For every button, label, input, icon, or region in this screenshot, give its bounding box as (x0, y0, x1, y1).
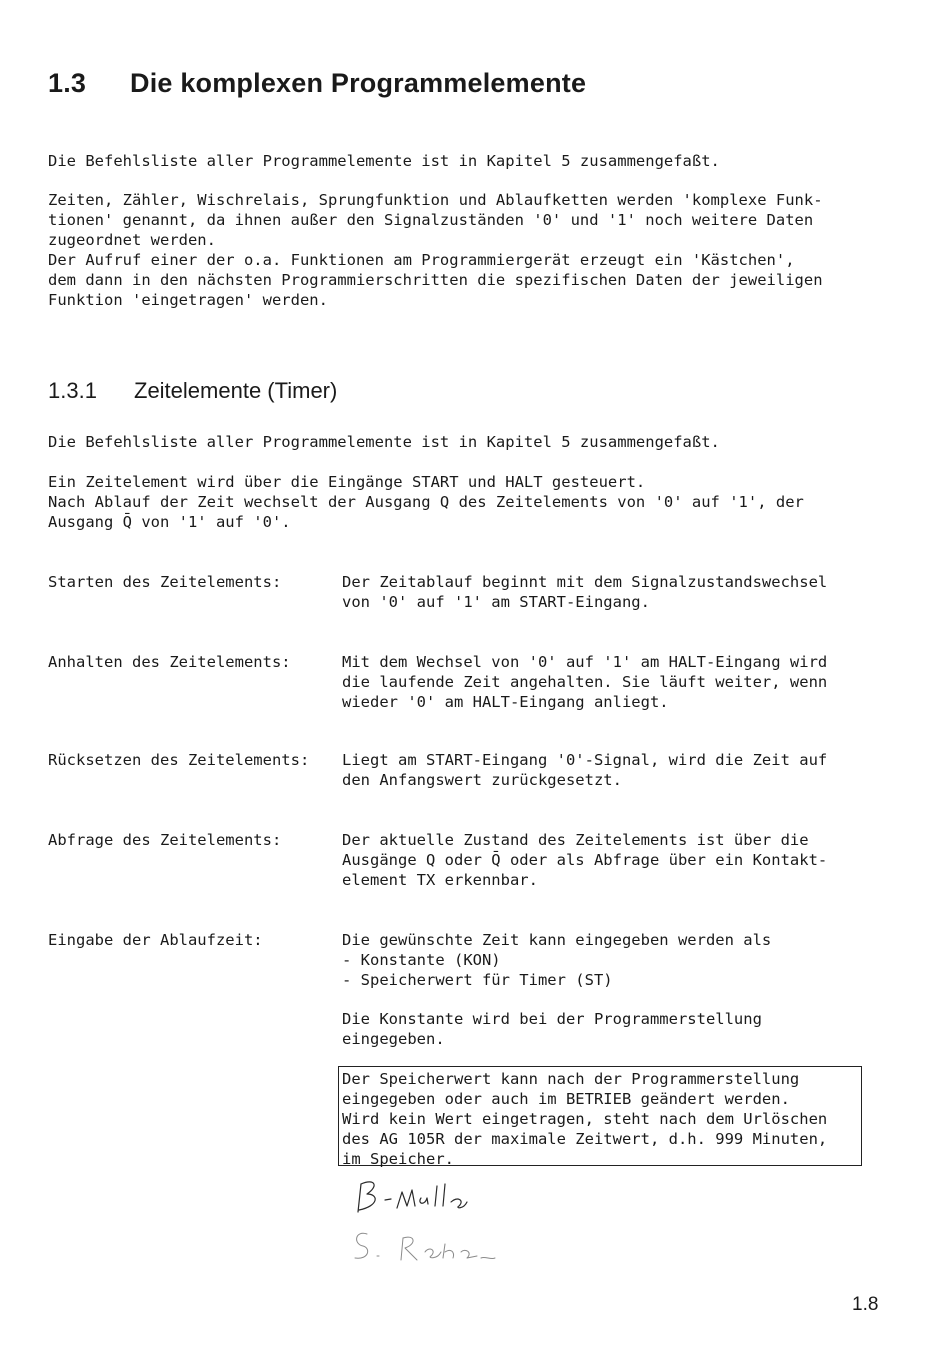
page-number: 1.8 (852, 1294, 879, 1315)
text-line: des AG 105R der maximale Zeitwert, d.h. 999 Minuten, (342, 1130, 828, 1148)
subsection-heading (48, 378, 337, 404)
definition-label-input: Eingabe der Ablaufzeit: (48, 931, 263, 949)
definition-label-start: Starten des Zeitelements: (48, 573, 282, 591)
definition-label-halt: Anhalten des Zeitelements: (48, 653, 291, 671)
text-line: Der Zeitablauf beginnt mit dem Signalzustandswechsel (342, 573, 828, 591)
text-line: Zeiten, Zähler, Wischrelais, Sprungfunktion und Ablaufketten werden 'komplexe Funk- (48, 191, 823, 209)
timer-paragraph-2 (48, 472, 804, 532)
text-line: Ausgang Q̄ von '1' auf '0'. (48, 513, 291, 531)
text-line: - Speicherwert für Timer (ST) (342, 971, 613, 989)
text-line: Funktion 'eingetragen' werden. (48, 291, 328, 309)
text-line: Die Konstante wird bei der Programmerstellung (342, 1010, 762, 1028)
text-line: element TX erkennbar. (342, 871, 538, 889)
definition-text-input (342, 930, 771, 990)
intro-paragraph-2 (48, 190, 823, 310)
boxed-note (338, 1066, 862, 1166)
text-line: Ausgänge Q oder Q̄ oder als Abfrage über ein Kontakt- (342, 851, 828, 869)
text-line: die laufende Zeit angehalten. Sie läuft weiter, wenn (342, 673, 828, 691)
section-number: 1.3 (48, 68, 87, 98)
text-line: wieder '0' am HALT-Eingang anliegt. (342, 693, 669, 711)
text-line: den Anfangswert zurückgesetzt. (342, 771, 622, 789)
definition-text-halt (342, 652, 827, 712)
definition-text-reset (342, 750, 827, 790)
definition-label-reset: Rücksetzen des Zeitelements: (48, 751, 310, 769)
text-line: Mit dem Wechsel von '0' auf '1' am HALT-Eingang wird (342, 653, 828, 671)
text-line: Die gewünschte Zeit kann eingegeben werden als (342, 931, 772, 949)
text-line: Der Aufruf einer der o.a. Funktionen am Programmiergerät erzeugt ein 'Kästchen', (48, 251, 795, 269)
text-line: Der Speicherwert kann nach der Programmerstellung (342, 1070, 800, 1088)
intro-paragraph-1: Die Befehlsliste aller Programmelemente ist in Kapitel 5 zusammengefaßt. (48, 152, 720, 170)
text-line: Ein Zeitelement wird über die Eingänge START und HALT gesteuert. (48, 473, 646, 491)
text-line: zugeordnet werden. (48, 231, 216, 249)
handwritten-signature (345, 1172, 515, 1277)
text-line: - Konstante (KON) (342, 951, 501, 969)
timer-paragraph-1: Die Befehlsliste aller Programmelemente ist in Kapitel 5 zusammengefaßt. (48, 433, 720, 451)
text-line: Wird kein Wert eingetragen, steht nach dem Urlöschen (342, 1110, 828, 1128)
text-line: tionen' genannt, da ihnen außer den Signalzuständen '0' und '1' noch weitere Daten (48, 211, 814, 229)
section-title: Die komplexen Programmelemente (130, 68, 587, 98)
section-heading (48, 68, 586, 99)
text-line: von '0' auf '1' am START-Eingang. (342, 593, 650, 611)
konstante-paragraph (342, 1009, 762, 1049)
subsection-number: 1.3.1 (48, 378, 97, 403)
text-line: Liegt am START-Eingang '0'-Signal, wird die Zeit auf (342, 751, 828, 769)
definition-text-start (342, 572, 827, 612)
text-line: im Speicher. (342, 1150, 454, 1168)
subsection-title: Zeitelemente (Timer) (134, 378, 338, 403)
definition-text-query (342, 830, 827, 890)
text-line: Der aktuelle Zustand des Zeitelements ist über die (342, 831, 809, 849)
text-line: dem dann in den nächsten Programmierschritten die spezifischen Daten der jeweiligen (48, 271, 823, 289)
text-line: eingegeben oder auch im BETRIEB geändert werden. (342, 1090, 790, 1108)
definition-label-query: Abfrage des Zeitelements: (48, 831, 282, 849)
text-line: Nach Ablauf der Zeit wechselt der Ausgang Q des Zeitelements von '0' auf '1', der (48, 493, 804, 511)
text-line: eingegeben. (342, 1030, 445, 1048)
